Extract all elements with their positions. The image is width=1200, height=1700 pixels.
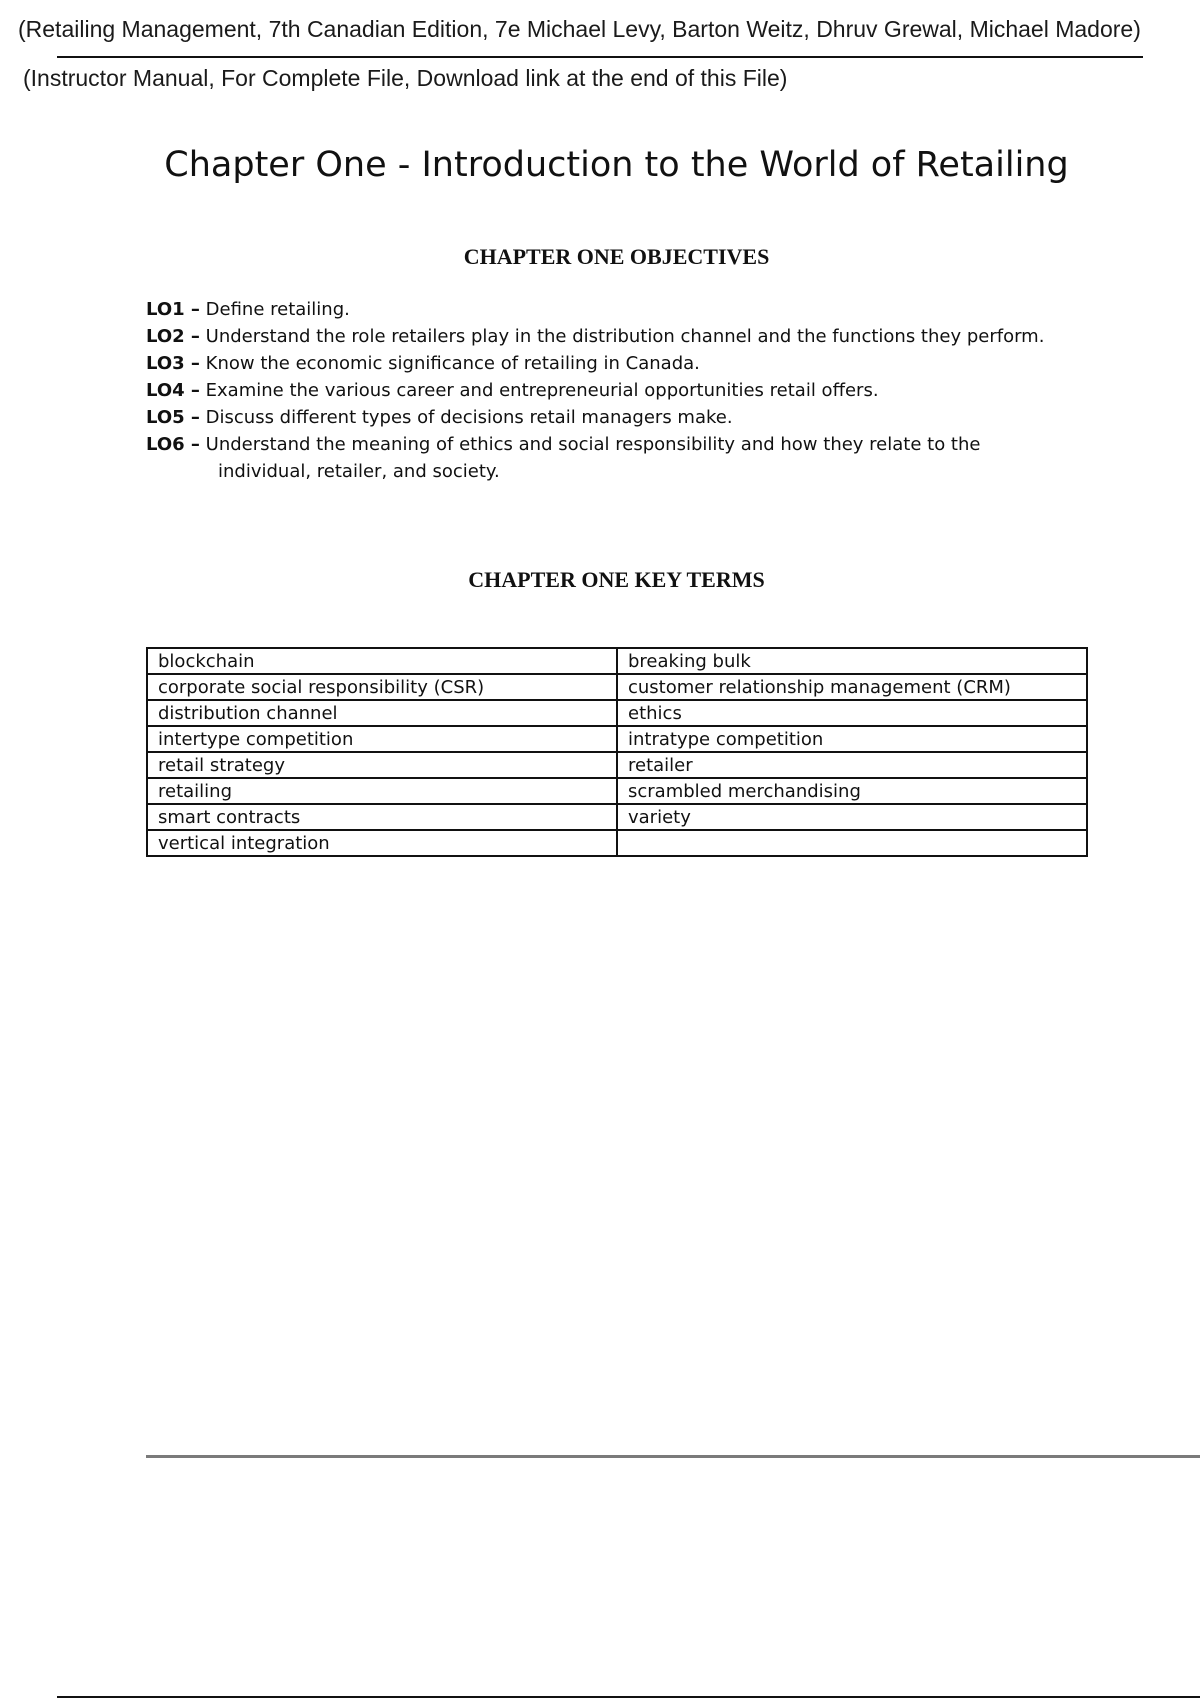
key-term-cell: ethics bbox=[617, 700, 1087, 726]
objective-text: Discuss different types of decisions retail managers make. bbox=[205, 407, 733, 428]
table-row bbox=[147, 752, 1087, 778]
objective-item bbox=[146, 431, 1046, 485]
objective-text: Define retailing. bbox=[205, 299, 350, 320]
key-term-cell: retailing bbox=[147, 778, 617, 804]
objective-text: Examine the various career and entrepreneurial opportunities retail offers. bbox=[205, 380, 879, 401]
objective-item bbox=[146, 377, 1046, 404]
objective-code: LO3 – bbox=[146, 353, 200, 374]
objective-text: Understand the meaning of ethics and social responsibility and how they relate to the individual, retailer, and society. bbox=[205, 434, 981, 482]
objective-item bbox=[146, 296, 1046, 323]
objective-code: LO6 – bbox=[146, 434, 200, 455]
objective-code: LO5 – bbox=[146, 407, 200, 428]
key-term-cell: scrambled merchandising bbox=[617, 778, 1087, 804]
key-term-cell: smart contracts bbox=[147, 804, 617, 830]
key-term-cell: retail strategy bbox=[147, 752, 617, 778]
page-bottom-divider bbox=[57, 1696, 1200, 1698]
key-term-cell: corporate social responsibility (CSR) bbox=[147, 674, 617, 700]
header-divider bbox=[57, 56, 1143, 58]
chapter-title: Chapter One - Introduction to the World of Retailing bbox=[164, 145, 1069, 185]
key-term-cell: intratype competition bbox=[617, 726, 1087, 752]
key-terms-heading: CHAPTER ONE KEY TERMS bbox=[468, 567, 765, 592]
table-row bbox=[147, 778, 1087, 804]
key-term-cell: retailer bbox=[617, 752, 1087, 778]
objectives-list bbox=[146, 296, 1046, 485]
key-term-cell: intertype competition bbox=[147, 726, 617, 752]
objective-item bbox=[146, 350, 1046, 377]
key-term-cell: blockchain bbox=[147, 648, 617, 674]
table-row bbox=[147, 700, 1087, 726]
table-row bbox=[147, 674, 1087, 700]
document-header-note: (Instructor Manual, For Complete File, Download link at the end of this File) bbox=[23, 65, 788, 91]
table-row bbox=[147, 726, 1087, 752]
key-term-cell: distribution channel bbox=[147, 700, 617, 726]
objectives-heading: CHAPTER ONE OBJECTIVES bbox=[463, 244, 770, 269]
objective-item bbox=[146, 404, 1046, 431]
document-header-citation: (Retailing Management, 7th Canadian Edition, 7e Michael Levy, Barton Weitz, Dhruv Grewal, Michael Madore) bbox=[18, 16, 1141, 42]
key-term-cell bbox=[617, 830, 1087, 856]
key-term-cell: vertical integration bbox=[147, 830, 617, 856]
key-term-cell: variety bbox=[617, 804, 1087, 830]
objective-item bbox=[146, 323, 1046, 350]
key-terms-table bbox=[146, 647, 1088, 857]
objective-code: LO1 – bbox=[146, 299, 200, 320]
objective-text: Understand the role retailers play in the distribution channel and the functions they perform. bbox=[205, 326, 1045, 347]
objective-code: LO4 – bbox=[146, 380, 200, 401]
key-term-cell: breaking bulk bbox=[617, 648, 1087, 674]
objective-code: LO2 – bbox=[146, 326, 200, 347]
table-row bbox=[147, 830, 1087, 856]
table-row bbox=[147, 648, 1087, 674]
table-row bbox=[147, 804, 1087, 830]
objective-text: Know the economic significance of retailing in Canada. bbox=[205, 353, 700, 374]
footer-divider bbox=[146, 1455, 1200, 1458]
key-term-cell: customer relationship management (CRM) bbox=[617, 674, 1087, 700]
